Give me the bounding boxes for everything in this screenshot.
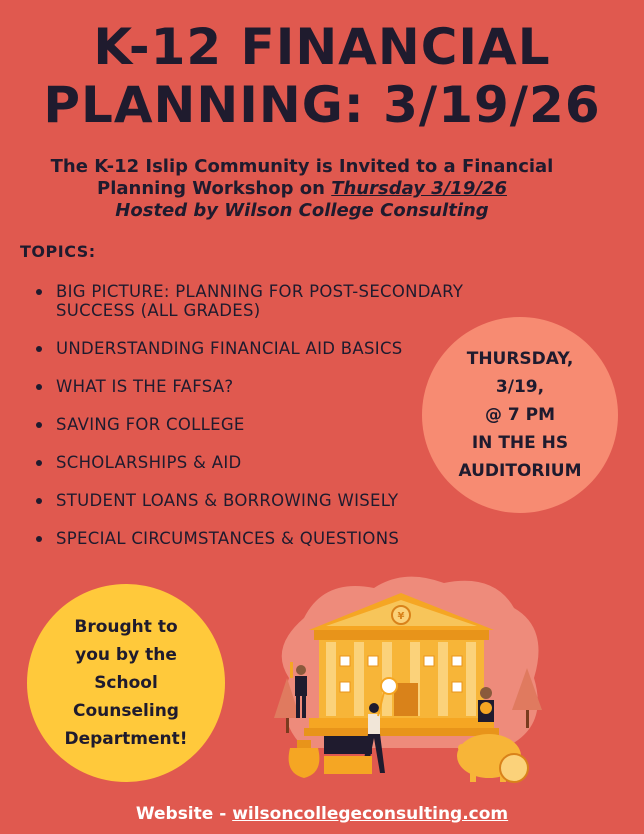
title-line-1: K-12 FINANCIAL — [93, 18, 551, 76]
svg-text:¥: ¥ — [397, 611, 405, 622]
piggy-bank-icon — [457, 734, 528, 782]
topic-item: STUDENT LOANS & BORROWING WISELY — [36, 491, 516, 510]
topic-item: UNDERSTANDING FINANCIAL AID BASICS — [36, 339, 516, 358]
topic-item: SPECIAL CIRCUMSTANCES & QUESTIONS — [36, 529, 516, 548]
topic-item: SAVING FOR COLLEGE — [36, 415, 516, 434]
page-title — [0, 18, 644, 134]
intro-line-2 — [0, 178, 604, 200]
intro-line-1: The K-12 Islip Community is Invited to a Financial — [50, 156, 554, 177]
website-footer — [0, 804, 644, 824]
sponsor-text: Brought to you by the School Counseling Department! — [64, 617, 188, 749]
sponsor-badge — [27, 584, 225, 782]
event-details-badge — [422, 317, 618, 513]
intro-text — [0, 156, 604, 222]
website-label: Website - — [135, 804, 233, 824]
topic-item: SCHOLARSHIPS & AID — [36, 453, 516, 472]
topic-item: BIG PICTURE: PLANNING FOR POST-SECONDARY SUCCESS (ALL GRADES) — [36, 282, 516, 320]
person-icon — [478, 687, 494, 722]
topics-heading: TOPICS: — [20, 242, 96, 261]
intro-date: Thursday 3/19/26 — [331, 178, 507, 199]
intro-line-3: Hosted by Wilson College Consulting — [115, 200, 489, 221]
coin-icon — [392, 606, 410, 624]
topic-item: WHAT IS THE FAFSA? — [36, 377, 516, 396]
website-link[interactable]: wilsoncollegeconsulting.com — [232, 804, 509, 824]
event-details-text: THURSDAY, 3/19, @ 7 PM IN THE HS AUDITORIUM — [458, 349, 582, 481]
intro-line-2-prefix: Planning Workshop on — [97, 178, 332, 199]
title-line-2: PLANNING: 3/19/26 — [43, 76, 601, 134]
bank-illustration — [264, 558, 554, 798]
